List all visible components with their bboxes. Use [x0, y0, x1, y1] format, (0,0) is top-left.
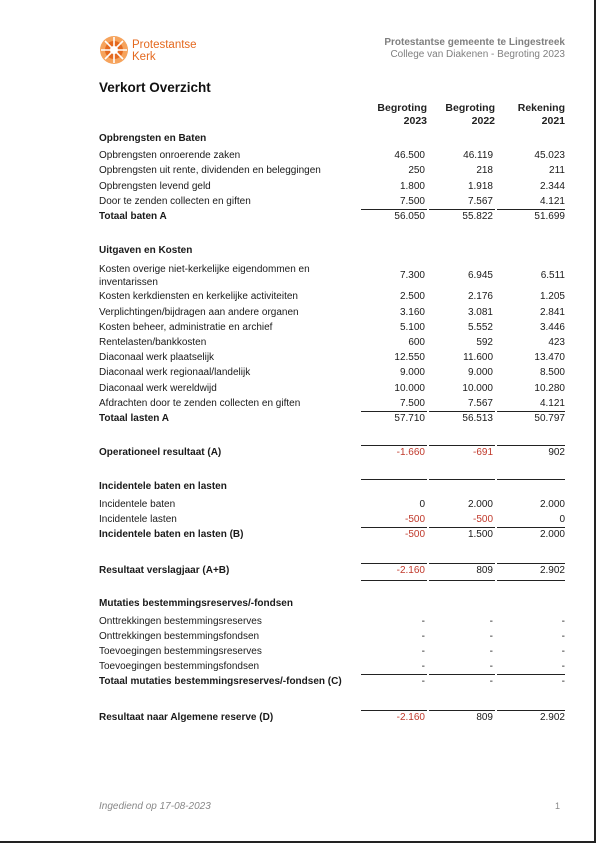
table-row-result	[99, 447, 566, 461]
value-2023: 2.500	[399, 291, 425, 302]
table-row-total	[99, 211, 566, 225]
value-2021: 423	[548, 337, 565, 348]
value-2021: 2.000	[539, 529, 565, 540]
value-2021: 10.280	[534, 383, 565, 394]
value-2021: 51.699	[534, 211, 565, 222]
value-2022: 3.081	[467, 307, 493, 318]
row-label: Kosten beheer, administratie en archief	[99, 322, 273, 333]
row-label: Totaal lasten A	[99, 413, 170, 424]
result-rule	[429, 710, 495, 711]
row-label: Onttrekkingen bestemmingsreserves	[99, 616, 262, 627]
result-rule	[361, 580, 427, 581]
value-2022: -	[489, 631, 493, 642]
value-2021: -	[561, 661, 565, 672]
value-2022: 2.000	[467, 499, 493, 510]
column-header-line2: 2023	[403, 115, 427, 127]
row-label: Opbrengsten uit rente, dividenden en beleggingen	[99, 165, 321, 176]
value-2021: 13.470	[534, 352, 565, 363]
column-header-line2: 2022	[471, 115, 495, 127]
value-2022: 809	[476, 565, 493, 576]
value-2021: -	[561, 631, 565, 642]
total-rule	[429, 527, 495, 528]
row-label: Onttrekkingen bestemmingsfondsen	[99, 631, 260, 642]
result-rule	[497, 479, 565, 480]
table-row-result	[99, 712, 566, 726]
value-2023: -	[421, 676, 425, 687]
value-2021: -	[561, 646, 565, 657]
section-heading-opbrengsten: Opbrengsten en Baten	[99, 133, 207, 144]
table-row	[99, 322, 566, 336]
table-row	[99, 616, 566, 630]
table-row	[99, 383, 566, 397]
value-2023: 7.500	[399, 398, 425, 409]
row-label: Toevoegingen bestemmingsfondsen	[99, 661, 260, 672]
total-rule	[497, 527, 565, 528]
table-row	[99, 150, 566, 164]
value-2021: 0	[559, 514, 565, 525]
value-2021: 45.023	[534, 150, 565, 161]
value-2023: 250	[408, 165, 425, 176]
row-label: Opbrengsten onroerende zaken	[99, 150, 241, 161]
result-rule	[361, 445, 427, 446]
table-row	[99, 165, 566, 179]
value-2021: 6.511	[540, 270, 565, 281]
column-header-rekening-2021	[497, 102, 565, 128]
value-2022: 218	[476, 165, 493, 176]
table-row	[99, 307, 566, 321]
row-label: Incidentele lasten	[99, 514, 177, 525]
value-2022: 809	[476, 712, 493, 723]
value-2021: 2.344	[539, 181, 565, 192]
row-label: Totaal mutaties bestemmingsreserves/-fondsen (C)	[99, 676, 342, 687]
value-2023: -2.160	[396, 712, 425, 723]
table-row	[99, 291, 566, 305]
table-row	[99, 352, 566, 366]
table-row	[99, 631, 566, 645]
value-2023: 7.300	[399, 270, 425, 281]
row-label: Incidentele baten	[99, 499, 176, 510]
value-2021: 4.121	[539, 196, 565, 207]
row-label: Verplichtingen/bijdragen aan andere organen	[99, 307, 299, 318]
row-label: Diaconaal werk regionaal/landelijk	[99, 367, 251, 378]
value-2023: 7.500	[399, 196, 425, 207]
table-row-result	[99, 565, 566, 579]
table-row	[99, 661, 566, 675]
value-2021: 1.205	[539, 291, 565, 302]
value-2021: 211	[549, 165, 565, 176]
total-rule	[361, 411, 427, 412]
value-2022: 46.119	[463, 150, 493, 161]
row-label: Kosten overige niet-kerkelijke eigendommen en inventarissen	[99, 264, 310, 288]
column-header-begroting-2022	[427, 102, 495, 128]
value-2023: 56.050	[394, 211, 425, 222]
value-2023: 10.000	[394, 383, 425, 394]
row-label: Diaconaal werk plaatselijk	[99, 352, 215, 363]
organization-name: Protestantse gemeente te Lingestreek	[384, 37, 565, 48]
total-rule	[497, 209, 565, 210]
value-2021: 50.797	[534, 413, 565, 424]
logo-emblem-icon	[99, 35, 129, 65]
value-2022: 56.513	[462, 413, 493, 424]
logo-text-line2: Kerk	[132, 51, 156, 63]
value-2022: -691	[472, 447, 493, 458]
document-header	[384, 37, 565, 61]
value-2022: 592	[476, 337, 493, 348]
total-rule	[429, 674, 495, 675]
row-label: Kosten kerkdiensten en kerkelijke activiteiten	[99, 291, 298, 302]
value-2021: 2.000	[539, 499, 565, 510]
submitted-date: Ingediend op 17-08-2023	[99, 801, 211, 812]
value-2022: -	[489, 646, 493, 657]
result-rule	[429, 580, 495, 581]
value-2022: 1.918	[467, 181, 493, 192]
value-2022: 55.822	[462, 211, 493, 222]
value-2022: -500	[472, 514, 493, 525]
value-2023: 0	[419, 499, 425, 510]
row-label: Resultaat naar Algemene reserve (D)	[99, 712, 274, 723]
total-rule	[361, 527, 427, 528]
table-row	[99, 514, 566, 528]
row-label: Totaal baten A	[99, 211, 167, 222]
value-2022: 9.000	[467, 367, 493, 378]
column-header-line1: Begroting	[445, 102, 495, 114]
value-2023: -500	[404, 514, 425, 525]
value-2022: 10.000	[462, 383, 493, 394]
value-2022: 7.567	[467, 398, 493, 409]
value-2023: -	[421, 646, 425, 657]
value-2022: 2.176	[467, 291, 493, 302]
value-2023: 57.710	[394, 413, 425, 424]
row-label: Operationeel resultaat (A)	[99, 447, 222, 458]
value-2021: 3.446	[539, 322, 565, 333]
value-2022: -	[489, 661, 493, 672]
column-header-begroting-2023	[359, 102, 427, 128]
result-rule	[429, 479, 495, 480]
section-heading-incidentele: Incidentele baten en lasten	[99, 481, 227, 492]
value-2023: 46.500	[394, 150, 425, 161]
table-row	[99, 646, 566, 660]
total-rule	[429, 209, 495, 210]
value-2023: -500	[404, 529, 425, 540]
total-rule	[497, 411, 565, 412]
value-2022: 6.945	[467, 270, 493, 281]
value-2023: -	[421, 661, 425, 672]
row-label: Toevoegingen bestemmingsreserves	[99, 646, 262, 657]
value-2021: 2.902	[539, 712, 565, 723]
result-rule	[361, 710, 427, 711]
table-row	[99, 181, 566, 195]
value-2023: -1.660	[396, 447, 425, 458]
value-2021: -	[561, 616, 565, 627]
value-2022: -	[489, 616, 493, 627]
value-2023: -	[421, 631, 425, 642]
document-subtitle: College van Diakenen - Begroting 2023	[390, 49, 565, 60]
column-header-line2: 2021	[541, 115, 565, 127]
table-row	[99, 196, 566, 210]
result-rule	[497, 563, 565, 564]
value-2023: 3.160	[399, 307, 425, 318]
row-label: Incidentele baten en lasten (B)	[99, 529, 244, 540]
value-2022: 1.500	[467, 529, 493, 540]
value-2021: 2.841	[539, 307, 565, 318]
value-2021: 902	[548, 447, 565, 458]
value-2022: 7.567	[467, 196, 493, 207]
value-2022: 5.552	[467, 322, 493, 333]
result-rule	[361, 563, 427, 564]
total-rule	[429, 411, 495, 412]
table-row	[99, 263, 566, 291]
page-number: 1	[555, 801, 561, 811]
result-rule	[429, 445, 495, 446]
value-2023: -	[421, 616, 425, 627]
result-rule	[497, 445, 565, 446]
result-rule	[361, 479, 427, 480]
total-rule	[497, 674, 565, 675]
logo	[99, 35, 219, 69]
result-rule	[497, 710, 565, 711]
result-rule	[497, 580, 565, 581]
table-row	[99, 367, 566, 381]
table-row	[99, 337, 566, 351]
table-row-total	[99, 413, 566, 427]
row-label: Afdrachten door te zenden collecten en giften	[99, 398, 301, 409]
value-2023: -2.160	[396, 565, 425, 576]
column-header-line1: Rekening	[517, 102, 565, 114]
table-row-total	[99, 676, 566, 690]
value-2021: -	[561, 676, 565, 687]
value-2021: 8.500	[539, 367, 565, 378]
value-2022: -	[489, 676, 493, 687]
row-label: Rentelasten/bankkosten	[99, 337, 207, 348]
value-2023: 1.800	[399, 181, 425, 192]
value-2021: 2.902	[539, 565, 565, 576]
value-2023: 5.100	[399, 322, 425, 333]
result-rule	[429, 563, 495, 564]
value-2023: 9.000	[399, 367, 425, 378]
row-label: Opbrengsten levend geld	[99, 181, 211, 192]
value-2023: 600	[408, 337, 425, 348]
total-rule	[361, 674, 427, 675]
page-title: Verkort Overzicht	[99, 80, 211, 95]
total-rule	[361, 209, 427, 210]
row-label: Diaconaal werk wereldwijd	[99, 383, 217, 394]
row-label: Door te zenden collecten en giften	[99, 196, 251, 207]
logo-text-line1: Protestantse	[132, 39, 197, 51]
value-2023: 12.550	[394, 352, 425, 363]
section-heading-mutaties: Mutaties bestemmingsreserves/-fondsen	[99, 598, 293, 609]
table-row-total	[99, 529, 566, 543]
table-row	[99, 499, 566, 513]
row-label: Resultaat verslagjaar (A+B)	[99, 565, 230, 576]
column-header-line1: Begroting	[377, 102, 427, 114]
section-heading-uitgaven: Uitgaven en Kosten	[99, 245, 193, 256]
value-2022: 11.600	[463, 352, 493, 363]
table-row	[99, 398, 566, 412]
value-2021: 4.121	[539, 398, 565, 409]
